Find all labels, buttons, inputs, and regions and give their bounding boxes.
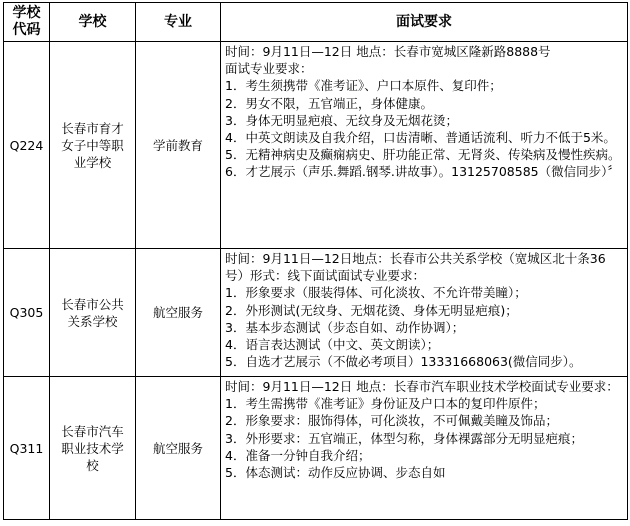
requirements-cell [221,249,628,377]
school-name-cell: 长春市育才女子中等职业学校 [50,42,136,249]
requirement-line: 4．准备一分钟自我介绍； [225,447,371,463]
requirements-cell [221,42,628,249]
requirement-line: 6．才艺展示（声乐.舞蹈.钢琴.讲故事）。13125708585（微信同步）〞 [225,164,620,180]
requirement-line: 时间：9月11日—12日地点：长春市公共关系学校（宽城区北十条36号）形式：线下面试面试专业要求： [225,251,606,284]
requirement-line: 1．考生需携带《准考证》身份证及户口本的复印件原件； [225,396,546,412]
requirement-line: 时间：9月11日—12日 地点：长春市宽城区隆新路8888号 [225,44,551,59]
requirement-line: 2．男女不限，五官端正，身体健康。 [225,95,433,111]
school-code-cell: Q305 [4,249,50,377]
school-name-cell: 长春市公共关系学校 [50,249,136,377]
interview-requirements-table [3,2,628,520]
major-cell: 航空服务 [136,249,221,377]
major-cell: 航空服务 [136,377,221,520]
header-code: 学校代码 [4,3,50,42]
requirement-line: 1．考生须携带《准考证》、户口本原件、复印件； [225,78,502,94]
school-code-cell: Q311 [4,377,50,520]
header-row [4,3,628,42]
header-school: 学校 [50,3,136,42]
school-code-cell: Q224 [4,42,50,249]
requirement-line: 4．语言表达测试（中文、英文朗读）； [225,337,440,353]
requirement-line: 4．中英文朗读及自我介绍，口齿清晰、普通话流利、听力不低于5米。 [225,130,616,146]
school-name-cell: 长春市汽车职业技术学校 [50,377,136,520]
requirement-line: 3．身体无明显疤痕、无纹身及无烟花烫； [225,112,458,128]
requirements-cell [221,377,628,520]
header-major: 专业 [136,3,221,42]
requirement-line: 5．体态测试：动作反应协调、步态自如 [225,465,446,481]
requirement-line: 面试专业要求： [225,61,313,77]
major-cell: 学前教育 [136,42,221,249]
requirement-line: 2．外形测试(无纹身、无烟花烫、身体无明显疤痕)； [225,302,518,318]
requirement-line: 5．无精神病史及癫痫病史、肝功能正常、无肾炎、传染病及慢性疾病。 [225,147,621,163]
requirement-line: 1．形象要求（服装得体、可化淡妆、不允许带美瞳）； [225,285,527,301]
requirement-line: 3．基本步态测试（步态自如、动作协调）； [225,319,465,335]
requirement-line: 5．自选才艺展示（不做必考项目）13331668063(微信同步）。 [225,354,582,370]
requirement-line: 3．外形要求：五官端正，体型匀称，身体裸露部分无明显疤痕； [225,430,583,446]
requirement-line: 2．形象要求：服饰得体，可化淡妆，不可佩戴美瞳及饰品； [225,413,558,429]
table-row [4,249,628,377]
header-requirements: 面试要求 [221,3,628,42]
table-row [4,377,628,520]
table-row [4,42,628,249]
requirement-line: 时间：9月11日—12日 地点：长春市汽车职业技术学校面试专业要求： [225,379,619,394]
